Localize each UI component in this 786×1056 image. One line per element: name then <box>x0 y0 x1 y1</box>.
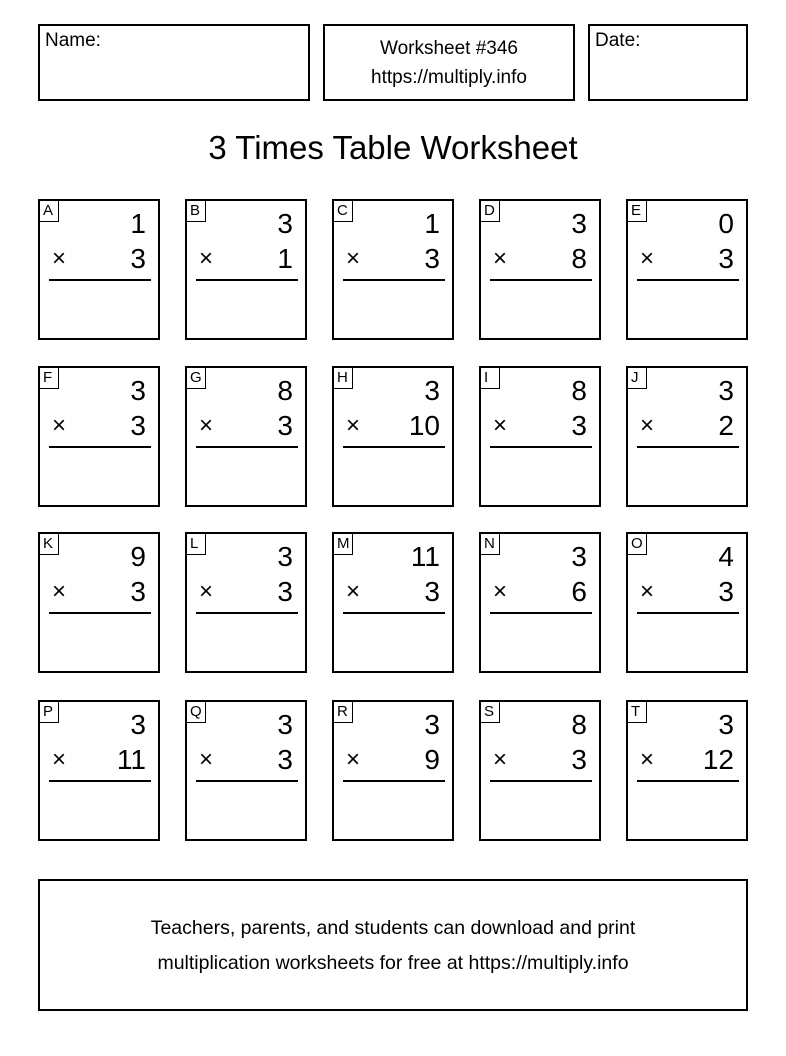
times-sign: × <box>52 578 67 605</box>
times-sign: × <box>640 245 655 272</box>
problem-multiplier: 3 <box>130 243 146 274</box>
problem-multiplicand: 8 <box>571 709 587 740</box>
problem-multiplier: 1 <box>277 243 293 274</box>
times-sign: × <box>52 746 67 773</box>
problem-card <box>332 532 454 673</box>
problem-multiplier: 3 <box>130 576 146 607</box>
problem-letter: N <box>481 534 500 555</box>
problem-card <box>38 700 160 841</box>
times-sign: × <box>199 245 214 272</box>
problem-card <box>626 199 748 340</box>
problem-letter: F <box>40 368 59 389</box>
answer-line <box>49 780 151 782</box>
times-sign: × <box>199 412 214 439</box>
problem-letter: G <box>187 368 206 389</box>
problem-letter: Q <box>187 702 206 723</box>
problem-card <box>332 700 454 841</box>
answer-line <box>196 279 298 281</box>
page-title: 3 Times Table Worksheet <box>208 129 578 166</box>
problem-multiplier: 3 <box>571 744 587 775</box>
problem-multiplicand: 3 <box>571 541 587 572</box>
date-field-box <box>588 24 748 101</box>
problem-card <box>479 700 601 841</box>
problem-multiplicand: 3 <box>277 709 293 740</box>
problem-multiplier: 8 <box>571 243 587 274</box>
times-sign: × <box>493 412 508 439</box>
problem-multiplier: 3 <box>277 576 293 607</box>
problem-card <box>185 366 307 507</box>
answer-line <box>49 446 151 448</box>
problem-multiplicand: 0 <box>718 208 734 239</box>
times-sign: × <box>640 412 655 439</box>
problem-card <box>38 366 160 507</box>
problem-card <box>185 700 307 841</box>
problem-multiplicand: 3 <box>718 375 734 406</box>
problem-multiplicand: 3 <box>424 709 440 740</box>
answer-line <box>637 446 739 448</box>
problem-multiplicand: 3 <box>571 208 587 239</box>
problem-multiplicand: 3 <box>424 375 440 406</box>
problem-multiplicand: 11 <box>410 541 440 572</box>
problem-multiplier: 3 <box>424 576 440 607</box>
problem-multiplier: 3 <box>277 744 293 775</box>
worksheet-number: Worksheet #346 <box>379 38 518 59</box>
problem-card <box>332 199 454 340</box>
times-sign: × <box>493 746 508 773</box>
problem-multiplier: 3 <box>130 410 146 441</box>
problem-multiplier: 11 <box>116 744 146 775</box>
name-field-box <box>38 24 310 101</box>
answer-line <box>49 612 151 614</box>
times-sign: × <box>346 578 361 605</box>
problem-multiplier: 3 <box>718 576 734 607</box>
times-sign: × <box>199 746 214 773</box>
problem-letter: D <box>481 201 500 222</box>
problem-multiplicand: 3 <box>130 375 146 406</box>
problem-card <box>479 199 601 340</box>
problem-multiplier: 2 <box>718 410 734 441</box>
times-sign: × <box>52 412 67 439</box>
times-sign: × <box>640 746 655 773</box>
problem-card <box>626 532 748 673</box>
worksheet-info-box <box>323 24 575 101</box>
problem-card <box>626 366 748 507</box>
problem-multiplicand: 8 <box>277 375 293 406</box>
footer-line-1: Teachers, parents, and students can download and print <box>150 917 636 939</box>
times-sign: × <box>346 245 361 272</box>
problem-multiplier: 3 <box>424 243 440 274</box>
answer-line <box>637 780 739 782</box>
problem-letter: S <box>481 702 500 723</box>
name-label: Name: <box>45 30 101 51</box>
problem-card <box>38 532 160 673</box>
problem-card <box>479 532 601 673</box>
answer-line <box>637 612 739 614</box>
problem-letter: A <box>40 201 59 222</box>
problem-multiplicand: 8 <box>571 375 587 406</box>
times-sign: × <box>493 245 508 272</box>
problem-letter: B <box>187 201 206 222</box>
problem-multiplier: 9 <box>424 744 440 775</box>
answer-line <box>196 780 298 782</box>
answer-line <box>196 612 298 614</box>
problem-letter: P <box>40 702 59 723</box>
problem-multiplicand: 3 <box>718 709 734 740</box>
problem-letter: M <box>334 534 353 555</box>
problem-multiplicand: 3 <box>277 208 293 239</box>
problem-card <box>479 366 601 507</box>
times-sign: × <box>199 578 214 605</box>
answer-line <box>490 279 592 281</box>
problem-multiplier: 3 <box>718 243 734 274</box>
problem-multiplicand: 1 <box>424 208 440 239</box>
problem-letter: E <box>628 201 647 222</box>
times-sign: × <box>52 245 67 272</box>
times-sign: × <box>640 578 655 605</box>
problem-letter: I <box>481 368 500 389</box>
answer-line <box>490 612 592 614</box>
answer-line <box>49 279 151 281</box>
answer-line <box>343 612 445 614</box>
problem-letter: K <box>40 534 59 555</box>
times-sign: × <box>346 412 361 439</box>
problem-card <box>332 366 454 507</box>
times-sign: × <box>346 746 361 773</box>
answer-line <box>490 780 592 782</box>
answer-line <box>637 279 739 281</box>
answer-line <box>343 446 445 448</box>
worksheet-url: https://multiply.info <box>371 67 527 88</box>
date-label: Date: <box>595 30 641 51</box>
problem-multiplicand: 3 <box>277 541 293 572</box>
problem-multiplicand: 1 <box>130 208 146 239</box>
problem-multiplier: 3 <box>571 410 587 441</box>
problem-letter: J <box>628 368 647 389</box>
times-sign: × <box>493 578 508 605</box>
answer-line <box>490 446 592 448</box>
problem-letter: T <box>628 702 647 723</box>
answer-line <box>343 780 445 782</box>
problem-multiplier: 3 <box>277 410 293 441</box>
problem-letter: C <box>334 201 353 222</box>
footer-line-2: multiplication worksheets for free at https://multiply.info <box>157 952 629 974</box>
problem-multiplicand: 4 <box>718 541 734 572</box>
problem-card <box>626 700 748 841</box>
problem-card <box>185 199 307 340</box>
problem-multiplicand: 3 <box>130 709 146 740</box>
problem-letter: H <box>334 368 353 389</box>
answer-line <box>196 446 298 448</box>
problem-multiplier: 6 <box>571 576 587 607</box>
problem-letter: R <box>334 702 353 723</box>
answer-line <box>343 279 445 281</box>
problem-card <box>185 532 307 673</box>
problem-card <box>38 199 160 340</box>
problem-letter: L <box>187 534 206 555</box>
footer-box <box>38 879 748 1011</box>
problem-multiplier: 12 <box>702 744 734 775</box>
problem-multiplier: 10 <box>408 410 440 441</box>
problem-multiplicand: 9 <box>130 541 146 572</box>
problem-letter: O <box>628 534 647 555</box>
